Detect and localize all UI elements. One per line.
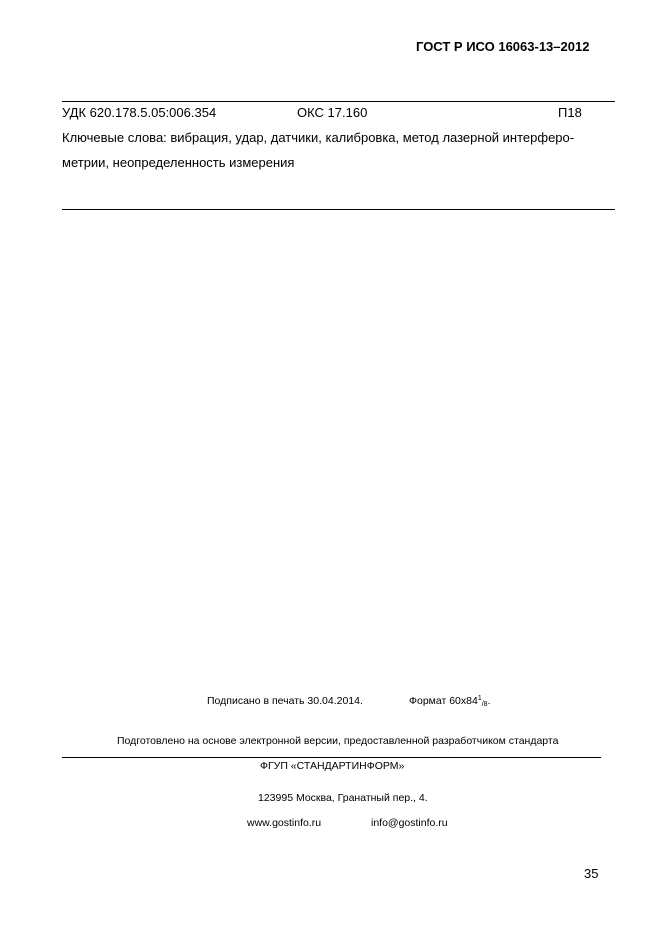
prepared-note: Подготовлено на основе электронной версии, предоставленной разработчиком стандарта <box>117 735 559 747</box>
oks-code: ОКС 17.160 <box>297 105 368 120</box>
udc-code: УДК 620.178.5.05:006.354 <box>62 105 217 120</box>
bottom-divider <box>62 757 601 758</box>
publisher-address: 123995 Москва, Гранатный пер., 4. <box>258 792 428 804</box>
format-prefix: Формат 60x84 <box>409 695 478 707</box>
website-link[interactable]: www.gostinfo.ru <box>247 817 322 829</box>
email-link[interactable]: info@gostinfo.ru <box>371 817 448 829</box>
keywords-block <box>62 125 602 175</box>
format-sup: 1 <box>477 695 482 702</box>
top-divider <box>62 101 615 102</box>
page-number: 35 <box>584 866 599 881</box>
middle-divider <box>62 209 615 210</box>
publisher-name: ФГУП «СТАНДАРТИНФОРМ» <box>260 760 405 772</box>
format-sub: /8 <box>481 701 488 708</box>
keywords-line-2: метрии, неопределенность измерения <box>62 155 295 170</box>
standard-code-header: ГОСТ Р ИСО 16063-13–2012 <box>416 39 590 54</box>
signed-for-print: Подписано в печать 30.04.2014. <box>207 695 363 707</box>
p-code: П18 <box>558 105 582 120</box>
format-suffix: . <box>487 695 491 707</box>
keywords-line-1: Ключевые слова: вибрация, удар, датчики, калибровка, метод лазерной интерферо- <box>62 130 575 145</box>
paper-format <box>409 695 491 708</box>
